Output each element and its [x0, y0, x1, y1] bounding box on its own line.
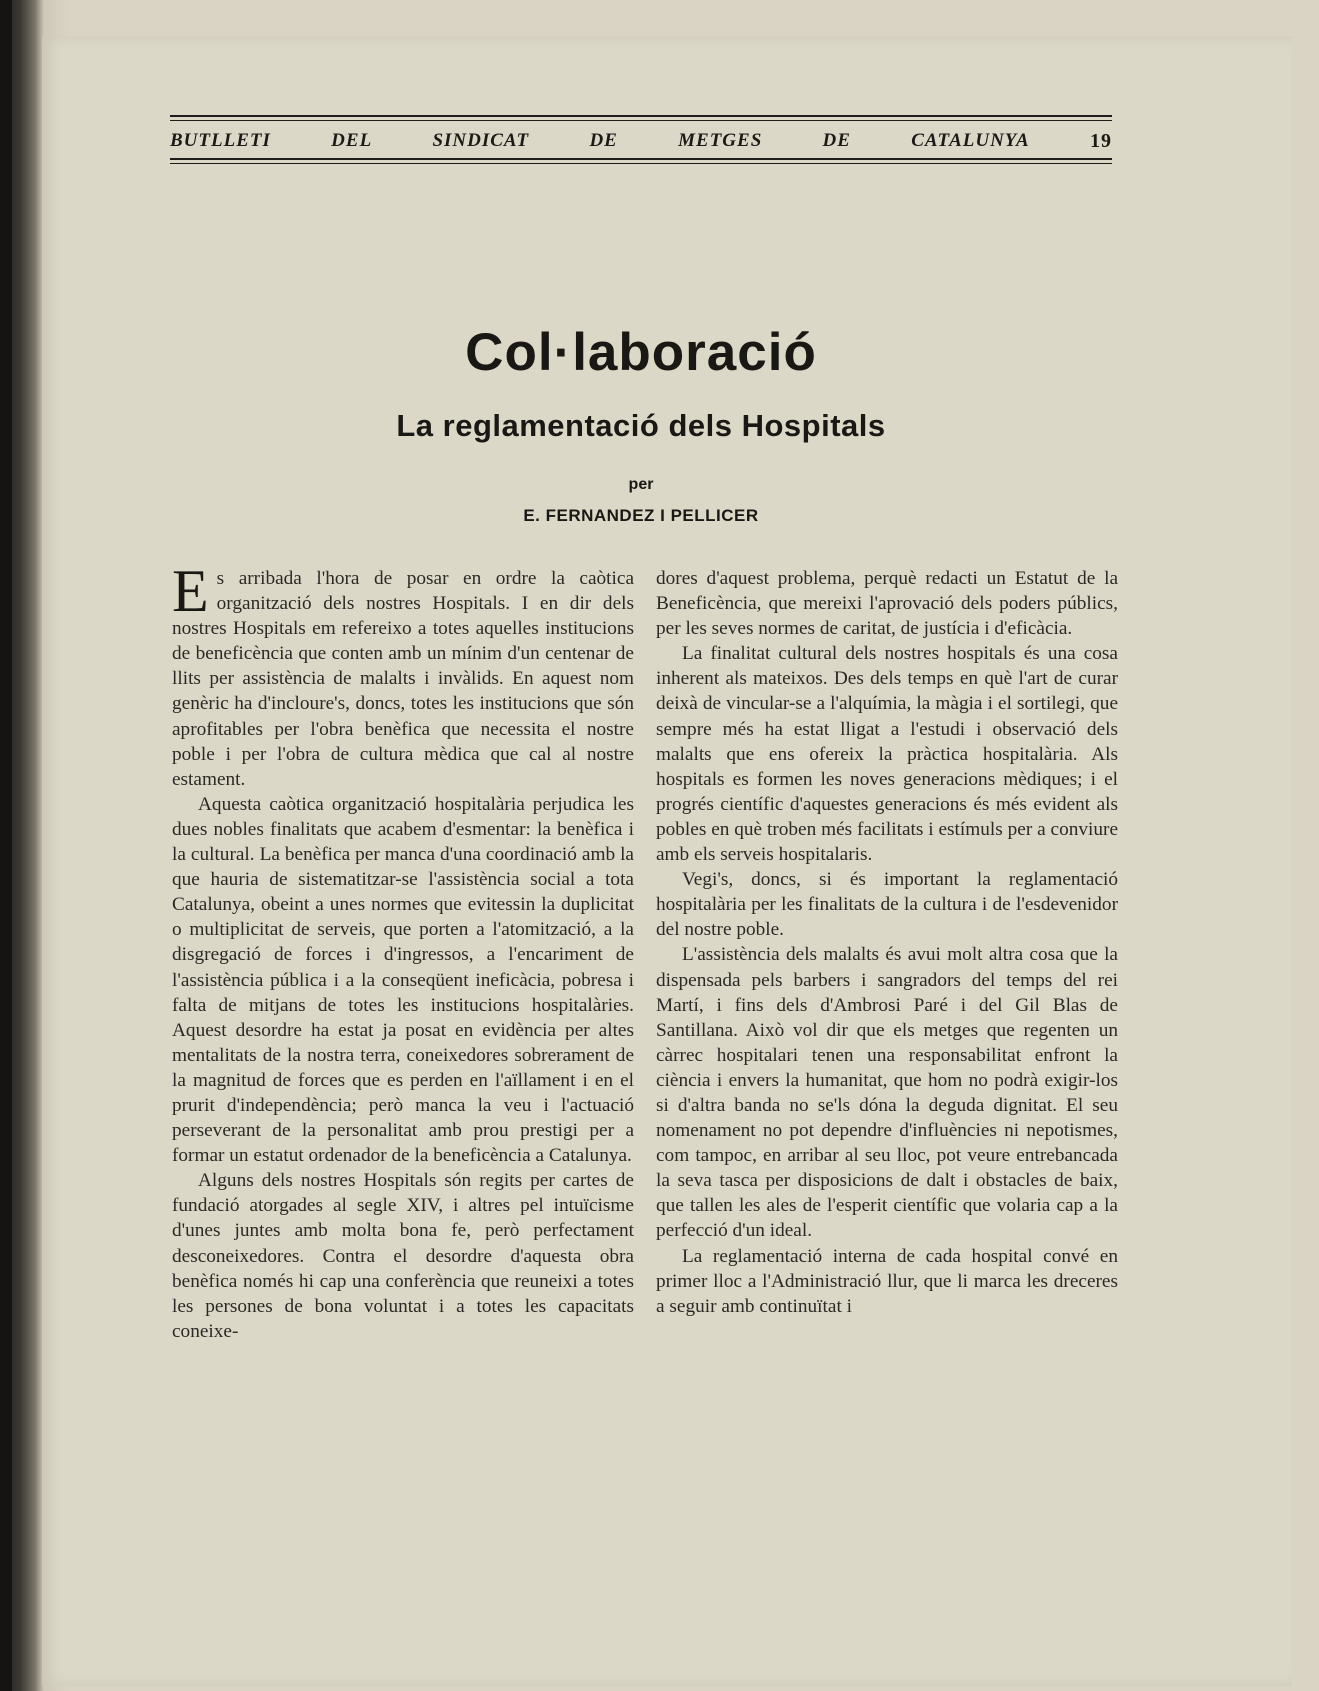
article-title: Col·laboració — [465, 323, 817, 382]
author-name: E. FERNANDEZ I PELLICER — [523, 506, 759, 525]
header-rule-bottom — [170, 158, 1112, 167]
header-rule-top — [170, 115, 1112, 124]
paragraph: L'assistència dels malalts és avui molt altra cosa que la dispensada pels barbers i sangradors del temps del rei Martí, i fins dels d'Ambrosi Paré i del Gil Blas de Santillana. Això vol dir que els metges que regenten un càrrec hospitalari tenen una responsabilitat enfront la ciència i envers la humanitat, que hom no podrà exigir-los si d'altra banda no se'ls dóna la deguda dignitat. El seu nomenament no pot dependre d'influències ni nepotismes, com tampoc, en arribar al seu lloc, pot veure entrebancada la seva tasca per disposicions de dalt i obstacles de baix, que tallen les ales de l'esperit científic que volaria cap a la perfecció d'un ideal. — [656, 944, 1118, 1242]
header-word: DE — [589, 130, 618, 151]
paragraph-text: s arribada l'hora de posar en ordre la caòtica organització dels nostres Hospitals. I en dir dels nostres Hospitals em refereixo a totes aquelles institucions de beneficència que conten amb un mínim d'un centenar de llits per assistència de malalts i invàlids. En aquest nom genèric ha d'incloure's, doncs, totes les institucions que són aprofitables per l'obra benèfica que necessita el nostre poble i per l'obra de cultura mèdica que cal al nostre estament. — [172, 568, 634, 790]
article-subtitle: La reglamentació dels Hospitals — [396, 408, 886, 443]
paragraph: Alguns dels nostres Hospitals són regits per cartes de fundació atorgades al segle XIV, i altres pel intuïcisme d'unes juntes amb molta bona fe, però perfectament desconeixedores. Contra el desordre d'aquesta obra benèfica només hi cap una conferència que reuneixi a totes les persones de bona voluntat i a totes les capacitats coneixe- — [172, 1170, 634, 1342]
paragraph: dores d'aquest problema, perquè redacti un Estatut de la Beneficència, que mereixi l'aprovació dels poders públics, per les seves normes de caritat, de justícia i d'eficàcia. — [656, 568, 1118, 640]
paragraph: Vegi's, doncs, si és important la reglamentació hospitalària per les finalitats de la cultura i de l'esdevenidor del nostre poble. — [656, 869, 1118, 941]
header-word: DE — [822, 130, 851, 151]
paragraph: Aquesta caòtica organització hospitalària perjudica les dues nobles finalitats que acabem d'esmentar: la benèfica i la cultural. La benèfica per manca d'una coordinació amb la que hauria de sistematitzar-se l'assistència social a tota Catalunya, obeint a unes normes que evitessin la duplicitat o multiplicitat de serveis, que porten a l'atomització, a la disgregació de forces i d'ingressos, a l'encariment de l'assistència pública i a la conseqüent ineficàcia, pobresa i falta de mitjans de totes les institucions hospitalàries. Aquest desordre ha estat ja posat en evidència per altes mentalitats de la nostra terra, coneixedores sobrerament de la magnitud de forces que es perden en l'aïllament i en el prurit d'independència; però manca la veu i l'actuació perseverant de la personalitat amb prou prestigi per a formar un estatut ordenador de la beneficència a Catalunya. — [172, 793, 634, 1167]
scan-edge — [0, 0, 12, 1691]
header-word: SINDICAT — [432, 130, 530, 151]
paragraph: La finalitat cultural dels nostres hospitals és una cosa inherent als mateixos. Des dels temps en què l'art de curar deixà de vincular-se a l'alquímia, la màgia i el sortilegi, que sempre més ha estat lligat a l'estudi i observació dels malalts que ens ofereix la pràctica hospitalària. Als hospitals es formen les noves generacions mèdiques; i el progrés científic d'aquestes generacions és més evident als pobles en què troben més facilitats i estímuls per a conviure amb els serveis hospitalaris. — [656, 643, 1118, 866]
paragraph — [172, 558, 634, 792]
page-number: 19 — [1089, 129, 1112, 152]
right-column — [656, 566, 1118, 1319]
header-word: CATALUNYA — [911, 130, 1030, 151]
byline-per: per — [628, 476, 654, 493]
drop-cap: E — [172, 558, 209, 624]
header-word: BUTLLETI — [170, 130, 271, 151]
paragraph: La reglamentació interna de cada hospital convé en primer lloc a l'Administració llur, que li marca les dreceres a seguir amb continuïtat i — [656, 1245, 1118, 1317]
header-word: METGES — [678, 130, 763, 151]
running-header — [170, 128, 1112, 154]
header-word: DEL — [331, 130, 373, 151]
left-column — [172, 558, 634, 1344]
